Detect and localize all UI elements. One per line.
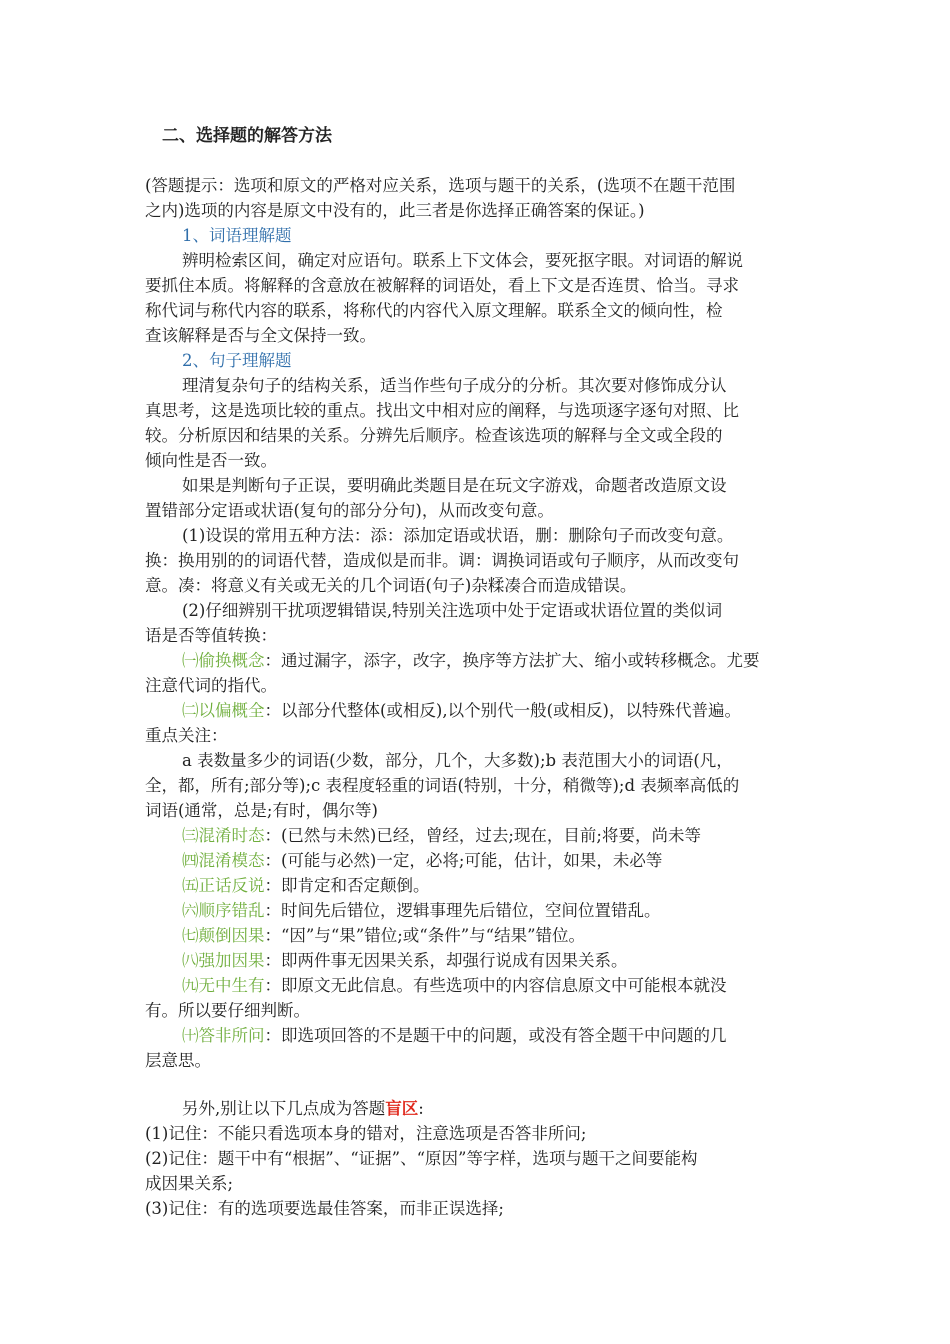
term-line-10 xyxy=(182,1024,727,1048)
term-text: ：通过漏字，添字，改字，换序等方法扩大、缩小或转移概念。尤要 xyxy=(264,651,760,670)
paragraph-line: 理清复杂句子的结构关系，适当作些句子成分的分析。其次要对修饰成分认 xyxy=(182,376,727,395)
paragraph-line: 要抓住本质。将解释的含意放在被解释的词语处，看上下文是否连贯、恰当。寻求 xyxy=(145,276,739,295)
term-label: ㈣混淆模态 xyxy=(182,851,265,870)
paragraph-line: 成因果关系; xyxy=(145,1174,234,1193)
paragraph-line: (1)设误的常用五种方法：添：添加定语或状语，删：删除句子而改变句意。 xyxy=(182,526,734,545)
term-text: ：即肯定和否定颠倒。 xyxy=(264,876,430,895)
term-text: ：时间先后错位，逻辑事理先后错位，空间位置错乱。 xyxy=(264,901,661,920)
term-label: ㈥顺序错乱 xyxy=(182,901,265,920)
term-label: ㈡以偏概全 xyxy=(182,701,265,720)
term-label: ㈨无中生有 xyxy=(182,976,265,995)
intro-text: 另外,别让以下几点成为答题 xyxy=(182,1099,386,1118)
term-text: ：(已然与未然)已经，曾经，过去;现在，目前;将要，尚未等 xyxy=(264,826,701,845)
term-text: ：即两件事无因果关系，却强行说成有因果关系。 xyxy=(264,951,628,970)
remember-item-1: (1)记住：不能只看选项本身的错对，注意选项是否答非所问; xyxy=(145,1124,587,1143)
page-title: 二、选择题的解答方法 xyxy=(162,126,332,146)
paragraph-line: 如果是判断句子正误，要明确此类题目是在玩文字游戏，命题者改造原文设 xyxy=(182,476,727,495)
section-heading-word: 1、词语理解题 xyxy=(182,226,292,245)
term-text: ：即选项回答的不是题干中的问题，或没有答全题干中问题的几 xyxy=(264,1026,727,1045)
term-line-4 xyxy=(182,849,662,873)
term-label: ㈤正话反说 xyxy=(182,876,265,895)
term-line-5 xyxy=(182,874,430,898)
term-label: ㈦颠倒因果 xyxy=(182,926,265,945)
term-line-7 xyxy=(182,924,585,948)
paragraph-line: 真思考，这是选项比较的重点。找出文中相对应的阐释，与选项逐字逐句对照、比 xyxy=(145,401,739,420)
paragraph-line: 层意思。 xyxy=(145,1051,211,1070)
paragraph-line: 重点关注： xyxy=(145,726,228,745)
emphasis-text: 盲区 xyxy=(385,1099,419,1118)
paragraph-line: 有。所以要仔细判断。 xyxy=(145,1001,310,1020)
term-line-1 xyxy=(182,649,760,673)
paragraph-line: 倾向性是否一致。 xyxy=(145,451,277,470)
paragraph-line: 注意代词的指代。 xyxy=(145,676,277,695)
term-line-9 xyxy=(182,974,727,998)
term-label: ㈠偷换概念 xyxy=(182,651,265,670)
paragraph-line: 之内)选项的内容是原文中没有的，此三者是你选择正确答案的保证。) xyxy=(145,201,645,220)
term-line-3 xyxy=(182,824,701,848)
paragraph-line: 语是否等值转换： xyxy=(145,626,277,645)
term-label: ㈩答非所问 xyxy=(182,1026,265,1045)
paragraph-line: 查该解释是否与全文保持一致。 xyxy=(145,326,376,345)
paragraph-line: 称代词与称代内容的联系，将称代的内容代入原文理解。联系全文的倾向性，检 xyxy=(145,301,723,320)
paragraph-line: (答题提示：选项和原文的严格对应关系，选项与题干的关系，(选项不在题干范围 xyxy=(145,176,736,195)
paragraph-line: 较。分析原因和结果的关系。分辨先后顺序。检查该选项的解释与全文或全段的 xyxy=(145,426,723,445)
section-heading-sentence: 2、句子理解题 xyxy=(182,351,292,370)
paragraph-line: (2)仔细辨别干扰项逻辑错误,特别关注选项中处于定语或状语位置的类似词 xyxy=(182,601,723,620)
term-text: ：即原文无此信息。有些选项中的内容信息原文中可能根本就没 xyxy=(264,976,727,995)
paragraph-line: 词语(通常，总是;有时，偶尔等) xyxy=(145,801,378,820)
term-text: ：(可能与必然)一定，必将;可能，估计，如果，未必等 xyxy=(264,851,663,870)
term-line-8 xyxy=(182,949,628,973)
term-line-6 xyxy=(182,899,661,923)
paragraph-line: 置错部分定语或状语(复句的部分分句)，从而改变句意。 xyxy=(145,501,554,520)
term-label: ㈧强加因果 xyxy=(182,951,265,970)
paragraph-line: 辨明检索区间，确定对应语句。联系上下文体会，要死抠字眼。对词语的解说 xyxy=(182,251,743,270)
intro-colon: : xyxy=(418,1099,424,1118)
term-line-2 xyxy=(182,699,741,723)
term-label: ㈢混淆时态 xyxy=(182,826,265,845)
term-text: ：以部分代整体(或相反),以个别代一般(或相反)，以特殊代普遍。 xyxy=(264,701,741,720)
paragraph-line: 意。凑：将意义有关或无关的几个词语(句子)杂糅凑合而造成错误。 xyxy=(145,576,637,595)
term-text: ：“因”与“果”错位;或“条件”与“结果”错位。 xyxy=(264,926,586,945)
remember-item-2: (2)记住：题干中有“根据”、“证据”、“原因”等字样，选项与题干之间要能构 xyxy=(145,1149,698,1168)
paragraph-line: 换：换用别的的词语代替，造成似是而非。调：调换词语或句子顺序，从而改变句 xyxy=(145,551,739,570)
paragraph-line: 全，都，所有;部分等);c 表程度轻重的词语(特别，十分，稍微等);d 表频率高低的 xyxy=(145,776,740,795)
remember-item-3: (3)记住：有的选项要选最佳答案，而非正误选择; xyxy=(145,1199,504,1218)
blind-spot-intro xyxy=(182,1097,424,1121)
paragraph-line: a 表数量多少的词语(少数，部分，几个，大多数);b 表范围大小的词语(凡， xyxy=(182,751,733,770)
